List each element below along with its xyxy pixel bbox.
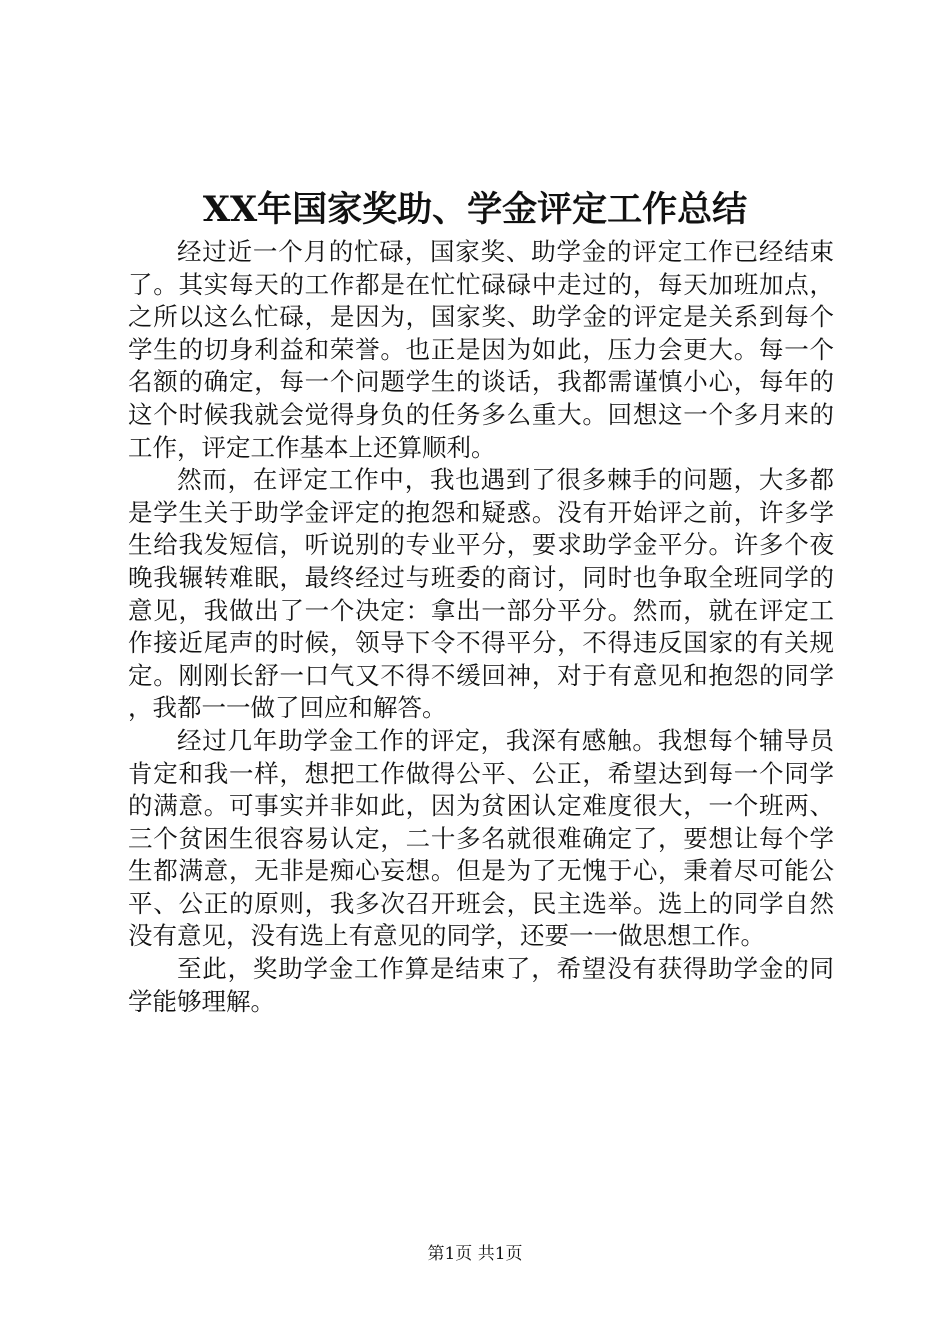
paragraph-2: 然而，在评定工作中，我也遇到了很多棘手的问题，大多都是学生关于助学金评定的抱怨和疑惑。没有开始评之前，许多学生给我发短信，听说别的专业平分，要求助学金平分。许多个夜晚我辗转难眠，最终经过与班委的商讨，同时也争取全班同学的意见，我做出了一个决定：拿出一部分平分。然而，就在评定工作接近尾声的时候，领导下令不得平分，不得违反国家的有关规定。刚刚长舒一口气又不得不缓回神，对于有意见和抱怨的同学，我都一一做了回应和解答。: [128, 465, 834, 723]
document-title: XX年国家奖助、学金评定工作总结: [202, 189, 748, 230]
paragraph-4: 至此，奖助学金工作算是结束了，希望没有获得助学金的同学能够理解。: [128, 954, 834, 1016]
page-number-footer: 第1页 共1页: [427, 1244, 523, 1264]
paragraph-3: 经过几年助学金工作的评定，我深有感触。我想每个辅导员肯定和我一样，想把工作做得公平、公正，希望达到每一个同学的满意。可事实并非如此，因为贫困认定难度很大，一个班两、三个贫困生很容易认定，二十多名就很难确定了，要想让每个学生都满意，无非是痴心妄想。但是为了无愧于心，秉着尽可能公平、公正的原则，我多次召开班会，民主选举。选上的同学自然没有意见，没有选上有意见的同学，还要一一做思想工作。: [128, 725, 834, 951]
document-body: [128, 236, 834, 1018]
paragraph-1: 经过近一个月的忙碌，国家奖、助学金的评定工作已经结束了。其实每天的工作都是在忙忙碌碌中走过的，每天加班加点，之所以这么忙碌，是因为，国家奖、助学金的评定是关系到每个学生的切身利益和荣誉。也正是因为如此，压力会更大。每一个名额的确定，每一个问题学生的谈话，我都需谨慎小心，每年的这个时候我就会觉得身负的任务多么重大。回想这一个多月来的工作，评定工作基本上还算顺利。: [128, 237, 834, 462]
